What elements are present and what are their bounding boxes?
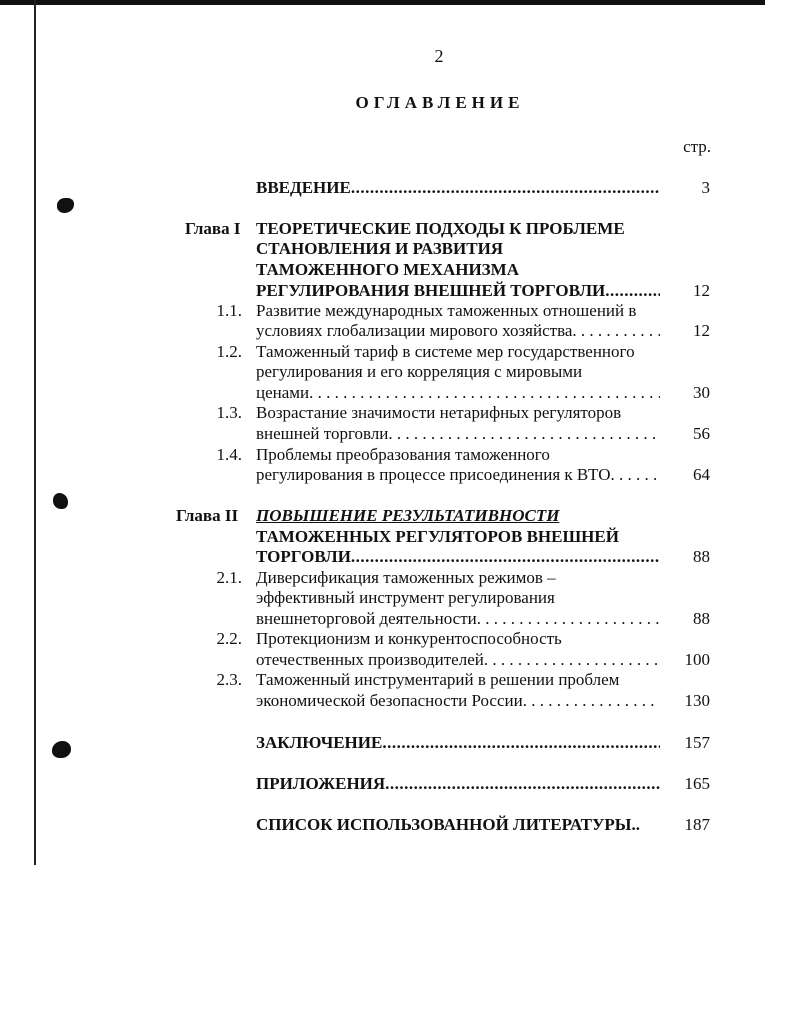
toc-page-section: 12 (693, 321, 710, 340)
chapter-title-line[interactable]: РЕГУЛИРОВАНИЯ ВНЕШНЕЙ ТОРГОВЛИ ..... (256, 281, 660, 301)
toc-page-appendix: 165 (684, 774, 710, 793)
section-title-line[interactable]: экономической безопасности России . . . (256, 691, 660, 711)
page-title: ОГЛАВЛЕНИЕ (355, 93, 525, 112)
section-title-line[interactable]: Таможенный тариф в системе мер государственного (256, 342, 635, 361)
toc-entry-appendix[interactable]: ПРИЛОЖЕНИЯ ..... (256, 774, 660, 794)
section-title-line[interactable]: Протекционизм и конкурентоспособность (256, 629, 562, 648)
section-number: 2.1. (216, 568, 242, 587)
toc-page-bibliography: 187 (684, 815, 710, 834)
section-number: 2.3. (216, 670, 242, 689)
chapter-title-line[interactable]: ТАМОЖЕННЫХ РЕГУЛЯТОРОВ ВНЕШНЕЙ (256, 527, 619, 546)
section-title-line[interactable]: Таможенный инструментарий в решении проблем (256, 670, 620, 689)
toc-page-section: 100 (684, 650, 710, 669)
toc-page-intro: 3 (701, 178, 710, 197)
section-number: 2.2. (216, 629, 242, 648)
section-number: 1.4. (216, 445, 242, 464)
page-number: 2 (434, 46, 444, 66)
chapter-title-line[interactable]: СТАНОВЛЕНИЯ И РАЗВИТИЯ (256, 239, 504, 258)
ink-blot (57, 198, 74, 213)
top-border-line (0, 0, 765, 5)
section-number: 1.1. (216, 301, 242, 320)
section-number: 1.2. (216, 342, 242, 361)
ink-blot (52, 741, 71, 758)
pages-column-label: стр. (683, 137, 711, 156)
toc-page-section: 88 (693, 609, 710, 628)
toc-page-section: 64 (693, 465, 710, 484)
toc-page-section: 130 (684, 691, 710, 710)
chapter-label: Глава I (185, 219, 241, 238)
chapter-title-line[interactable]: ТАМОЖЕННОГО МЕХАНИЗМА (256, 260, 519, 279)
section-title-line[interactable]: Проблемы преобразования таможенного (256, 445, 550, 464)
toc-page-chapter: 88 (693, 547, 710, 566)
section-title-line[interactable]: эффективный инструмент регулирования (256, 588, 555, 607)
ink-blot (53, 493, 68, 509)
toc-page-chapter: 12 (693, 281, 710, 300)
left-margin-line (34, 0, 36, 865)
chapter-label: Глава II (176, 506, 239, 525)
chapter-title-line[interactable]: ТЕОРЕТИЧЕСКИЕ ПОДХОДЫ К ПРОБЛЕМЕ (256, 219, 625, 238)
section-number: 1.3. (216, 403, 242, 422)
chapter-title-line[interactable]: ТОРГОВЛИ ..... (256, 547, 660, 567)
toc-entry-intro[interactable]: ВВЕДЕНИЕ ..... (256, 178, 660, 198)
section-title-line[interactable]: Развитие международных таможенных отношений в (256, 301, 637, 320)
chapter-title-line[interactable]: ПОВЫШЕНИЕ РЕЗУЛЬТАТИВНОСТИ (256, 506, 560, 525)
toc-page-section: 30 (693, 383, 710, 402)
section-title-line[interactable]: условиях глобализации мирового хозяйства . . . (256, 321, 660, 341)
section-title-line[interactable]: отечественных производителей . . . (256, 650, 660, 670)
section-title-line[interactable]: Диверсификация таможенных режимов – (256, 568, 556, 587)
toc-entry-conclusion[interactable]: ЗАКЛЮЧЕНИЕ ..... (256, 733, 660, 753)
toc-entry-bibliography[interactable]: СПИСОК ИСПОЛЬЗОВАННОЙ ЛИТЕРАТУРЫ.. (256, 815, 640, 834)
toc-page-conclusion: 157 (684, 733, 710, 752)
section-title-line[interactable]: ценами . . . (256, 383, 660, 403)
section-title-line[interactable]: внешней торговли . . . (256, 424, 660, 444)
toc-page-section: 56 (693, 424, 710, 443)
section-title-line[interactable]: внешнеторговой деятельности . . . (256, 609, 660, 629)
section-title-line[interactable]: регулирования и его корреляция с мировыми (256, 362, 583, 381)
section-title-line[interactable]: Возрастание значимости нетарифных регуляторов (256, 403, 622, 422)
section-title-line[interactable]: регулирования в процессе присоединения к ВТО . . . (256, 465, 660, 485)
